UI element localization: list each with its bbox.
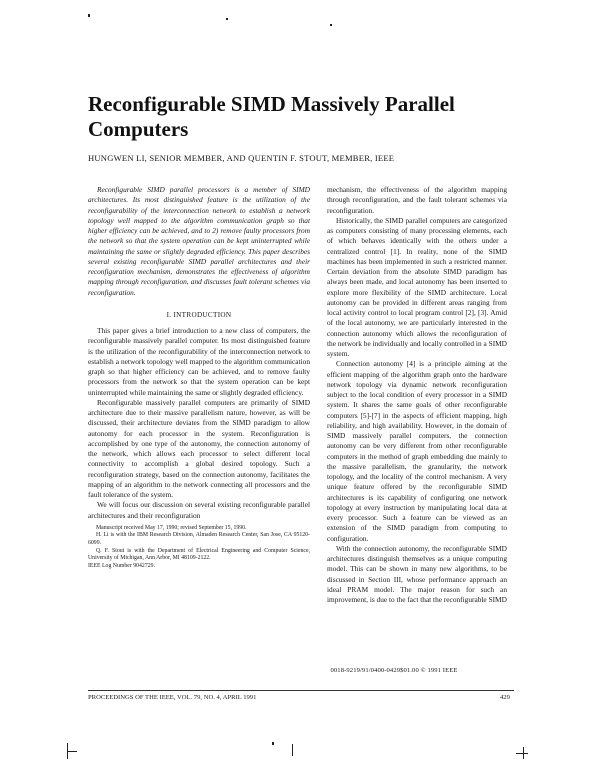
scan-mark	[67, 751, 77, 752]
footnote: Manuscript received May 17, 1990; revised September 15, 1990.	[96, 524, 247, 531]
paragraph: We will focus our discussion on several existing reconfigurable parallel architectures and their reconfiguration	[88, 500, 310, 520]
scan-mark	[330, 24, 332, 26]
paragraph: mechanism, the effectiveness of the algorithm mapping through reconfiguration, and the fault tolerant schemes via reconfiguration.	[327, 185, 507, 215]
scan-mark	[292, 744, 293, 756]
abstract: Reconfigurable SIMD parallel processors is a member of SIMD architectures. Its most distinguished feature is the utilization of the reconfigurability of the interconnection network to establish a network topology well mapped to the algorithm communication graph so that higher efficiency can be achieved, and to 2) remove faulty processors from the network so that the system operation can be kept uninterrupted while maintaining the same or slightly degraded efficiency. This paper describes several existing reconfigurable SIMD parallel architectures and their reconfiguration mechanism, demonstrates the effectiveness of algorithm mapping through reconfiguration, and discusses fault tolerant schemes via reconfiguration.	[88, 185, 310, 297]
paragraph: With the connection autonomy, the reconfigurable SIMD architectures distinguish themselves as a unique computing model. This can be shown in many new algorithms, to be discussed in Section III, whose performance approach an ideal PRAM model. The major reason for such an improvement, is due to the fact that the reconfigurable SIMD	[327, 543, 507, 604]
section-heading: I. INTRODUCTION	[166, 310, 232, 319]
copyright-line: 0018-9219/91/0400-0429$01.00 © 1991 IEEE	[330, 667, 458, 674]
paragraph: Connection autonomy [4] is a principle aiming at the efficient mapping of the algorithm graph onto the hardware network topology via dynamic network reconfiguration subject to the local condition of every processor in a SIMD system. It shares the same goals of other reconfigurable computers [5]-[7] in the aspects of efficient mapping, high reliability, and high availability. However, in the domain of SIMD massively parallel computers, the connection autonomy can be very different from other reconfigurable computers in the method of graph embedding due mainly to the massive parallelism, the granularity, the network topology, and the locality of the control mechanism. A very unique feature offered by the reconfigurable SIMD architectures is its capability of configuring one network topology at every instruction by manipulating local data at every processor. Such a feature can be viewed as an extension of the SIMD paradigm from computing to configuration.	[327, 359, 507, 543]
footnote: IEEE Log Number 9042729.	[88, 562, 155, 569]
paper-title: Reconfigurable SIMD Massively Parallel Computers	[88, 92, 455, 141]
footer-rule	[88, 690, 514, 691]
author-line: HUNGWEN LI, SENIOR MEMBER, AND QUENTIN F. STOUT, MEMBER, IEEE	[88, 153, 395, 163]
paragraph: This paper gives a brief introduction to a new class of computers, the reconfigurable massively parallel computer. Its most distinguished feature is the utilization of the reconfigurability of the interconnection network to establish a network topology well mapped to the algorithm communication graph so that higher efficiency can be achieved, and to remove faulty processors from the network so that the system operation can be kept uninterrupted while maintaining the same or slightly degraded efficiency.	[88, 326, 310, 397]
scan-mark	[516, 753, 528, 754]
footnote: Q. F. Stout is with the Department of Electrical Engineering and Computer Science, University of Michigan, Ann Arbor, MI 48109-2122.	[88, 547, 310, 562]
scan-mark	[226, 18, 228, 20]
left-column	[88, 185, 310, 570]
page-number: 429	[500, 694, 510, 701]
journal-footer: PROCEEDINGS OF THE IEEE, VOL. 79, NO. 4, APRIL 1991	[88, 694, 257, 701]
right-column	[327, 185, 507, 605]
paragraph: Reconfigurable massively parallel computers are primarily of SIMD architecture due to their massive parallelism nature, however, as will be discussed, their architecture deviates from the SIMD paradigm to allow autonomy for each processor in the system. Reconfiguration is accomplished by one type of the autonomy, the connection autonomy of the network, which allows each processor to select different local connectivity to accomplish a global desired topology. Such a reconfiguration strategy, based on the connection autonomy, facilitates the mapping of an algorithm to the network connecting all processors and the fault tolerance of the system.	[88, 397, 310, 499]
scan-mark	[272, 742, 274, 745]
scan-mark	[88, 14, 90, 17]
footnotes	[88, 525, 310, 571]
paragraph: Historically, the SIMD parallel computers are categorized as computers consisting of many processing elements, each of which behaves identically with the others under a centralized control [1]. In reality, none of the SIMD machines has been implemented in such a restricted manner. Certain deviation from the absolute SIMD paradigm has always been made, and local autonomy has been inserted to explore more flexibility of the SIMD architecture. Local autonomy can be provided in different areas ranging from local activity control to local program control [2], [3]. Amid of the local autonomy, we are particularly interested in the connection autonomy which allows the reconfiguration of the network be individually and locally controlled in a SIMD system.	[327, 215, 507, 358]
footnote: H. Li is with the IBM Research Division, Almaden Research Center, San Jose, CA 95120-6099.	[88, 532, 310, 546]
